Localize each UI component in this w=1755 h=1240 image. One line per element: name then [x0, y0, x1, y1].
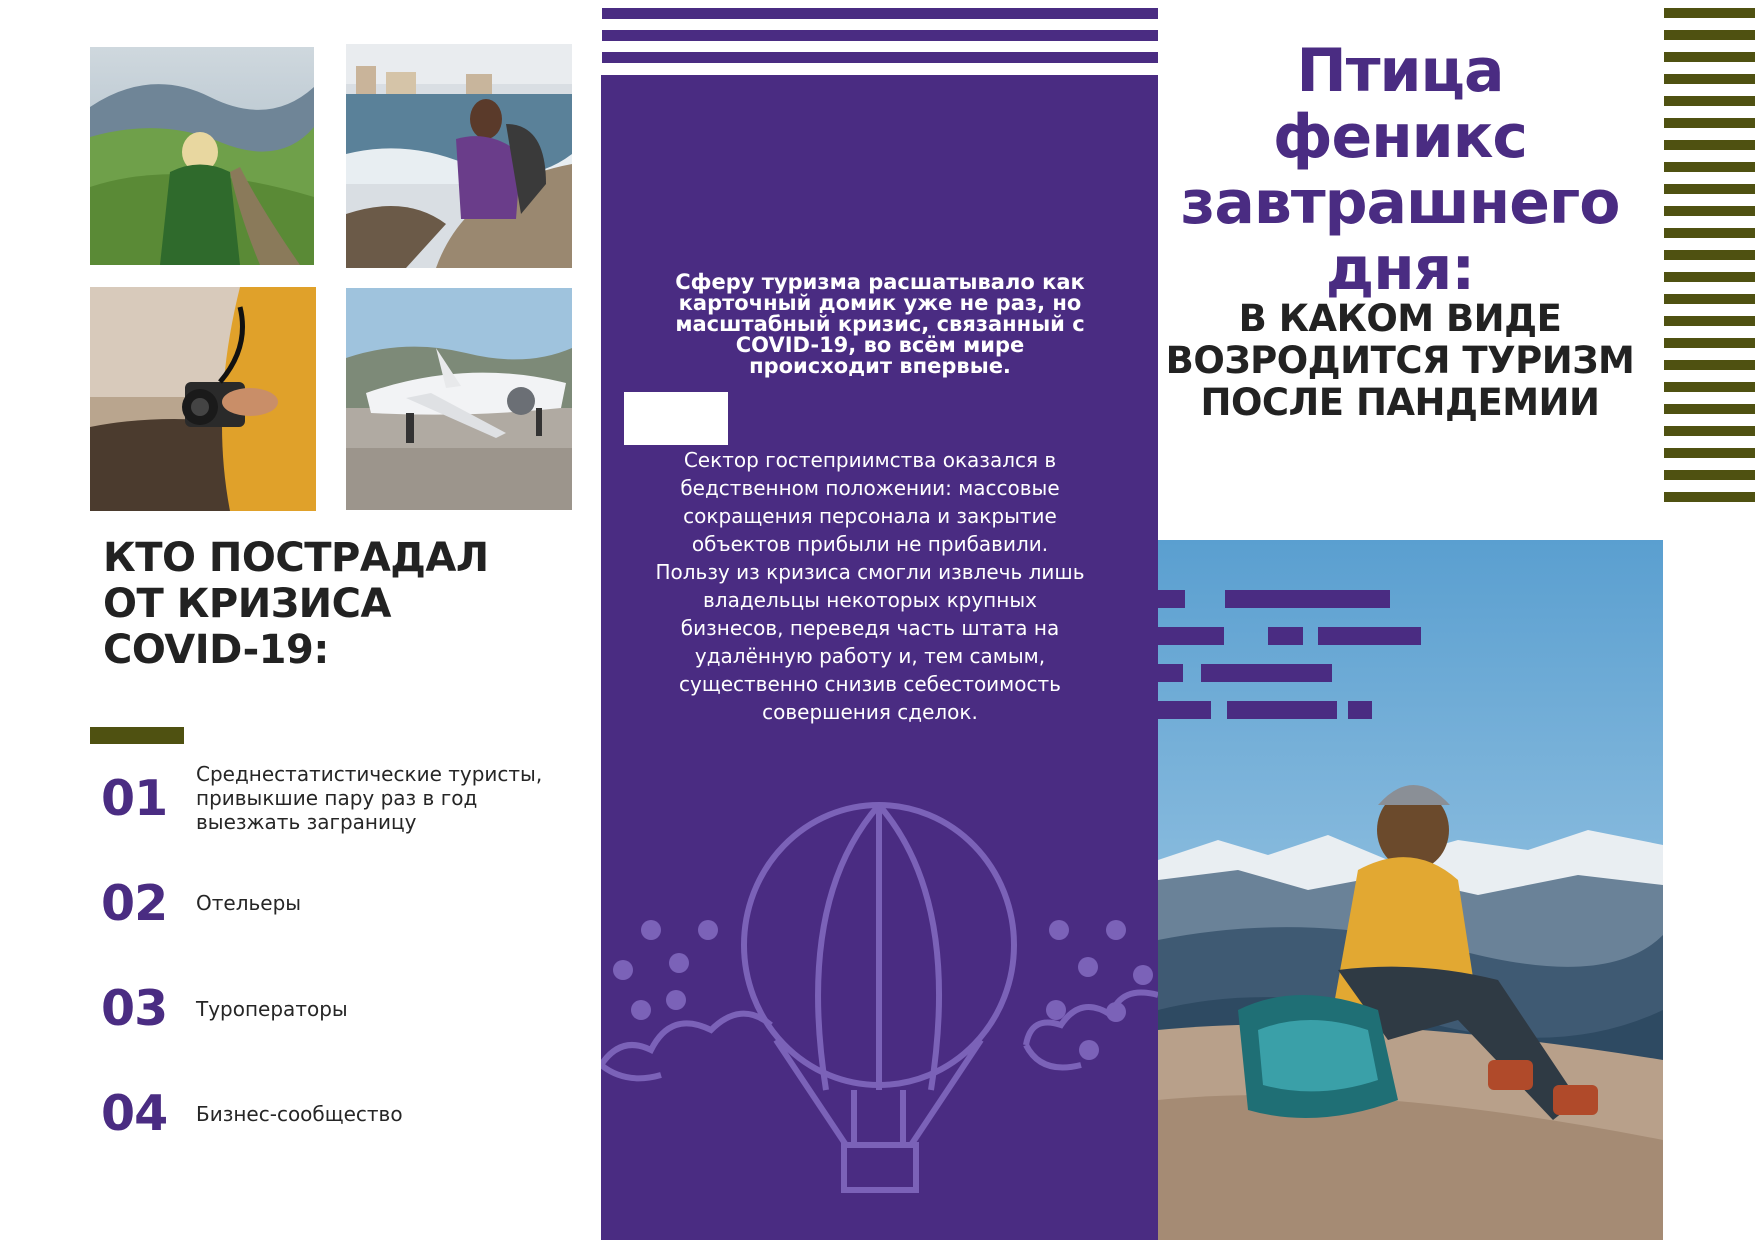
list-text	[196, 762, 576, 834]
stripe	[1664, 8, 1755, 18]
stripe	[602, 8, 1158, 19]
stripe	[1664, 316, 1755, 326]
hot-air-balloon-icon	[601, 800, 1158, 1240]
body-line: объектов прибыли не прибавили.	[691, 532, 1049, 556]
photo-airplane	[346, 288, 572, 510]
list-text-line: выезжать заграницу	[196, 810, 417, 834]
decorative-dash-bars	[1158, 590, 1428, 720]
olive-divider	[90, 727, 184, 744]
lead-line: COVID-19, во всём мире	[735, 333, 1025, 357]
white-placeholder-box	[624, 392, 728, 445]
body-line: бизнесов, переведя часть штата на	[680, 616, 1060, 640]
photo-hiker-green-valley	[90, 47, 314, 265]
list-number: 03	[101, 980, 168, 1037]
body-paragraph	[620, 446, 1120, 726]
title-line: дня:	[1325, 234, 1475, 304]
lead-line: происходит впервые.	[749, 354, 1011, 378]
stripe	[1664, 492, 1755, 502]
section-heading-who-suffered	[103, 535, 543, 673]
list-number: 01	[101, 770, 168, 827]
subtitle-line: ПОСЛЕ ПАНДЕМИИ	[1200, 381, 1600, 424]
stripe	[1664, 52, 1755, 62]
stripe	[1664, 404, 1755, 414]
lead-line: Сферу туризма расшатывало как	[675, 270, 1085, 294]
list-text-line: Отельеры	[196, 891, 302, 915]
body-line: удалённую работу и, тем самым,	[694, 644, 1046, 668]
stripe	[1664, 118, 1755, 128]
photo-camera-hands	[90, 287, 316, 511]
stripe	[1664, 206, 1755, 216]
stripe	[1664, 294, 1755, 304]
stripe	[1664, 74, 1755, 84]
photo-travelers-on-rocks	[346, 44, 572, 268]
title-line: Птица	[1296, 36, 1504, 106]
body-line: бедственном положении: массовые	[680, 476, 1060, 500]
stripe	[1664, 272, 1755, 282]
list-number: 02	[101, 875, 168, 932]
stripe	[1664, 184, 1755, 194]
body-line: Пользу из кризиса смогли извлечь лишь	[655, 560, 1085, 584]
stripe	[1664, 140, 1755, 150]
list-text	[196, 891, 576, 915]
body-line: сокращения персонала и закрытие	[683, 504, 1057, 528]
stripe	[602, 52, 1158, 63]
subtitle-line: В КАКОМ ВИДЕ	[1238, 297, 1562, 340]
list-text-line: Бизнес-сообщество	[196, 1102, 403, 1126]
list-text-line: Среднестатистические туристы,	[196, 762, 543, 786]
stripe	[602, 30, 1158, 41]
body-line: владельцы некоторых крупных	[703, 588, 1037, 612]
main-title	[1160, 38, 1640, 302]
subtitle-line: ВОЗРОДИТСЯ ТУРИЗМ	[1165, 339, 1635, 382]
list-number: 04	[101, 1085, 168, 1142]
stripe	[1664, 162, 1755, 172]
stripe	[1664, 382, 1755, 392]
list-text	[196, 1102, 576, 1126]
stripe	[1664, 30, 1755, 40]
stripe	[1664, 470, 1755, 480]
lead-line: карточный домик уже не раз, но	[678, 291, 1082, 315]
title-line: феникс	[1272, 102, 1527, 172]
stripe	[1664, 426, 1755, 436]
title-line: завтрашнего	[1180, 168, 1620, 238]
stripe	[1664, 360, 1755, 370]
stripe	[1664, 228, 1755, 238]
subtitle	[1160, 298, 1640, 424]
body-line: существенно снизив себестоимость	[679, 672, 1061, 696]
heading-line: КТО ПОСТРАДАЛ	[103, 535, 489, 581]
heading-line: ОТ КРИЗИСА	[103, 581, 391, 627]
lead-paragraph	[630, 272, 1130, 377]
body-line: Сектор гостеприимства оказался в	[683, 448, 1057, 472]
list-text-line: Туроператоры	[196, 997, 348, 1021]
list-text	[196, 997, 576, 1021]
body-line: совершения сделок.	[762, 700, 978, 724]
stripe	[1664, 96, 1755, 106]
stripe	[1664, 338, 1755, 348]
heading-line: COVID-19:	[103, 627, 329, 673]
stripe	[1664, 448, 1755, 458]
lead-line: масштабный кризис, связанный с	[675, 312, 1085, 336]
stripe	[1664, 250, 1755, 260]
list-text-line: привыкшие пару раз в год	[196, 786, 478, 810]
